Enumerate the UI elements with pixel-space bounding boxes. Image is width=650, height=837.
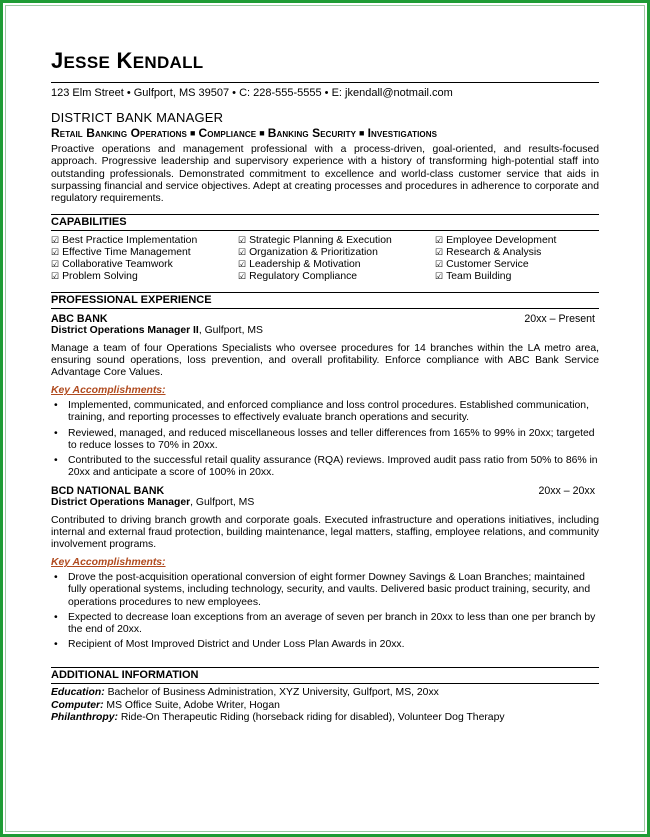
job-description: Manage a team of four Operations Specialists who oversee procedures for 14 branches within the LA metro area, ensuring sound operations, loss prevention, and overall profitability. Enforce compliance with ABC Bank Service Advantage Core Values. bbox=[51, 342, 599, 379]
capabilities-column bbox=[238, 235, 435, 282]
bullet-icon: • bbox=[54, 572, 58, 584]
capability-item: ☑ Effective Time Management bbox=[51, 247, 191, 259]
company-name: BCD NATIONAL BANK bbox=[51, 484, 165, 497]
bullet-icon: • bbox=[54, 455, 58, 467]
job-dates: 20xx – 20xx bbox=[538, 484, 595, 497]
bullet-icon: • bbox=[54, 611, 58, 623]
checkbox-icon: ☑ bbox=[51, 235, 60, 246]
list-item: • Reviewed, managed, and reduced miscellaneous losses and teller differences from 165% to 99% in 20xx; targeted to reduce losses to 70% in 20xx. bbox=[54, 427, 595, 451]
capability-item: ☑ Team Building bbox=[435, 270, 512, 282]
candidate-name: JESSE KENDALL bbox=[51, 48, 204, 73]
resume-page bbox=[51, 48, 599, 724]
checkbox-icon: ☑ bbox=[238, 247, 247, 258]
checkbox-icon: ☑ bbox=[51, 259, 60, 270]
capability-item: ☑ Best Practice Implementation bbox=[51, 235, 198, 247]
capability-item: ☑ Employee Development bbox=[435, 235, 557, 247]
bullet-icon: • bbox=[54, 427, 58, 439]
capability-item: ☑ Strategic Planning & Execution bbox=[238, 235, 392, 247]
tagline-item: Banking Security bbox=[267, 126, 357, 140]
tagline-item: Compliance bbox=[198, 126, 257, 140]
additional-info bbox=[51, 687, 599, 724]
tagline bbox=[51, 126, 599, 141]
section-heading-additional: ADDITIONAL INFORMATION bbox=[51, 667, 599, 684]
capability-item: ☑ Problem Solving bbox=[51, 270, 138, 282]
section-heading-capabilities: CAPABILITIES bbox=[51, 214, 599, 231]
job-role: District Operations Manager, Gulfport, MS bbox=[51, 496, 255, 508]
capability-item: ☑ Leadership & Motivation bbox=[238, 259, 361, 271]
checkbox-icon: ☑ bbox=[435, 270, 444, 281]
capability-item: ☑ Customer Service bbox=[435, 259, 529, 271]
summary-paragraph: Proactive operations and management professional with a process-driven, goal-oriented, and results-focused approach. Progressive leadership and supervisory experience with a history of transforming high-potential staff into outstanding professionals. Demonstrated commitment to excellence and world-class customer service that aids in surpassing financial and service objectives. Adept at creating processes and procedures in adherence to corporate and regulatory requirements. bbox=[51, 144, 599, 205]
company-name: ABC BANK bbox=[51, 312, 108, 325]
additional-item: Computer: MS Office Suite, Adobe Writer, Hogan bbox=[51, 699, 280, 711]
tagline-separator: ■ bbox=[259, 128, 265, 138]
job-title: DISTRICT BANK MANAGER bbox=[51, 110, 224, 125]
job-description: Contributed to driving branch growth and corporate goals. Executed infrastructure and operations initiatives, including internal and external fraud protection, building maintenance, legal matters, staffing, employee relations, and community involvement programs. bbox=[51, 514, 599, 550]
checkbox-icon: ☑ bbox=[238, 270, 247, 281]
capabilities-column bbox=[435, 235, 599, 282]
list-item: • Implemented, communicated, and enforced compliance and loss control procedures. Established communication, training, and reporting processes to effectively evaluate branch operations and security. bbox=[54, 400, 589, 424]
section-heading-experience: PROFESSIONAL EXPERIENCE bbox=[51, 292, 599, 309]
checkbox-icon: ☑ bbox=[435, 235, 444, 246]
checkbox-icon: ☑ bbox=[238, 259, 247, 270]
capabilities-grid bbox=[51, 235, 599, 282]
list-item: • Drove the post-acquisition operational conversion of eight former Downey Savings & Loan Branches; maintained fully operational systems, including technology, security, and vaults. Delivered basic product training, security, and operations procedures to new employees. bbox=[54, 572, 591, 608]
checkbox-icon: ☑ bbox=[435, 247, 444, 258]
bullet-icon: • bbox=[54, 639, 58, 651]
capability-item: ☑ Regulatory Compliance bbox=[238, 270, 358, 282]
checkbox-icon: ☑ bbox=[51, 270, 60, 281]
accomplishments-list bbox=[51, 572, 599, 651]
checkbox-icon: ☑ bbox=[435, 259, 444, 270]
capability-item: ☑ Collaborative Teamwork bbox=[51, 259, 173, 271]
list-item: • Expected to decrease loan exceptions from an average of seven per branch in 20xx to less than one per branch by the end of 20xx. bbox=[54, 611, 596, 635]
capability-item: ☑ Organization & Prioritization bbox=[238, 247, 378, 259]
tagline-separator: ■ bbox=[359, 128, 365, 138]
tagline-item: Investigations bbox=[367, 126, 438, 140]
key-accomplishments-label: Key Accomplishments: bbox=[51, 557, 166, 569]
key-accomplishments-label: Key Accomplishments: bbox=[51, 385, 166, 397]
header-rule bbox=[51, 82, 599, 83]
checkbox-icon: ☑ bbox=[51, 247, 60, 258]
job-dates: 20xx – Present bbox=[524, 312, 595, 325]
bullet-icon: • bbox=[54, 400, 58, 412]
checkbox-icon: ☑ bbox=[238, 235, 247, 246]
tagline-item: Retail Banking Operations bbox=[51, 126, 187, 140]
tagline-separator: ■ bbox=[189, 128, 196, 138]
additional-item: Education: Bachelor of Business Administration, XYZ University, Gulfport, MS, 20xx bbox=[51, 687, 439, 699]
job-entry bbox=[51, 485, 599, 652]
accomplishments-list bbox=[51, 400, 599, 479]
job-header bbox=[51, 313, 599, 325]
contact-line: 123 Elm Street • Gulfport, MS 39507 • C: 228-555-5555 • E: jkendall@notmail.com bbox=[51, 87, 453, 99]
list-item: • Recipient of Most Improved District and Under Loss Plan Awards in 20xx. bbox=[54, 639, 405, 651]
additional-item: Philanthropy: Ride-On Therapeutic Riding (horseback riding for disabled), Volunteer Dog Therapy bbox=[51, 711, 505, 723]
capabilities-column bbox=[51, 235, 238, 282]
job-header bbox=[51, 485, 599, 497]
capability-item: ☑ Research & Analysis bbox=[435, 247, 542, 259]
job-entry bbox=[51, 313, 599, 480]
list-item: • Contributed to the successful retail quality assurance (RQA) reviews. Improved audit pass ratio from 50% to 86% in 20xx and anticipate a score of 100% in 20xx. bbox=[54, 455, 598, 479]
job-role: District Operations Manager II, Gulfport, MS bbox=[51, 324, 263, 336]
